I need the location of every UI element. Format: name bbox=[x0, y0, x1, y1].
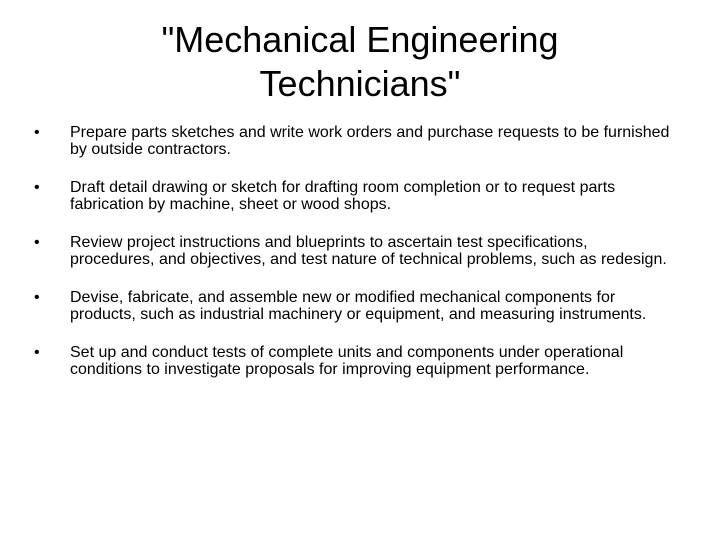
bullet-item-2 bbox=[0, 179, 720, 213]
bullet-dot-icon: • bbox=[34, 289, 40, 306]
bullet-dot-icon: • bbox=[34, 179, 40, 196]
bullet-item-4 bbox=[0, 289, 720, 323]
bullet-item-1 bbox=[0, 124, 720, 158]
bullet-list bbox=[0, 124, 720, 399]
bullet-text: Devise, fabricate, and assemble new or modified mechanical components for products, such as industrial machinery or equipment, and measuring instruments. bbox=[70, 289, 647, 323]
slide-title-line-2: Technicians" bbox=[259, 63, 461, 104]
bullet-dot-icon: • bbox=[34, 234, 40, 251]
bullet-dot-icon: • bbox=[34, 344, 40, 361]
bullet-text: Draft detail drawing or sketch for drafting room completion or to request parts fabrication by machine, sheet or wood shops. bbox=[70, 179, 616, 213]
slide-title bbox=[0, 18, 720, 106]
bullet-dot-icon: • bbox=[34, 124, 40, 141]
bullet-text: Set up and conduct tests of complete units and components under operational conditions to investigate proposals for improving equipment performance. bbox=[70, 344, 624, 378]
bullet-item-5 bbox=[0, 344, 720, 378]
bullet-text: Prepare parts sketches and write work orders and purchase requests to be furnished by outside contractors. bbox=[70, 124, 670, 158]
slide-title-line-1: "Mechanical Engineering bbox=[161, 19, 559, 60]
bullet-text: Review project instructions and blueprints to ascertain test specifications, procedures, and objectives, and test nature of technical problems, such as redesign. bbox=[70, 234, 667, 268]
bullet-item-3 bbox=[0, 234, 720, 268]
